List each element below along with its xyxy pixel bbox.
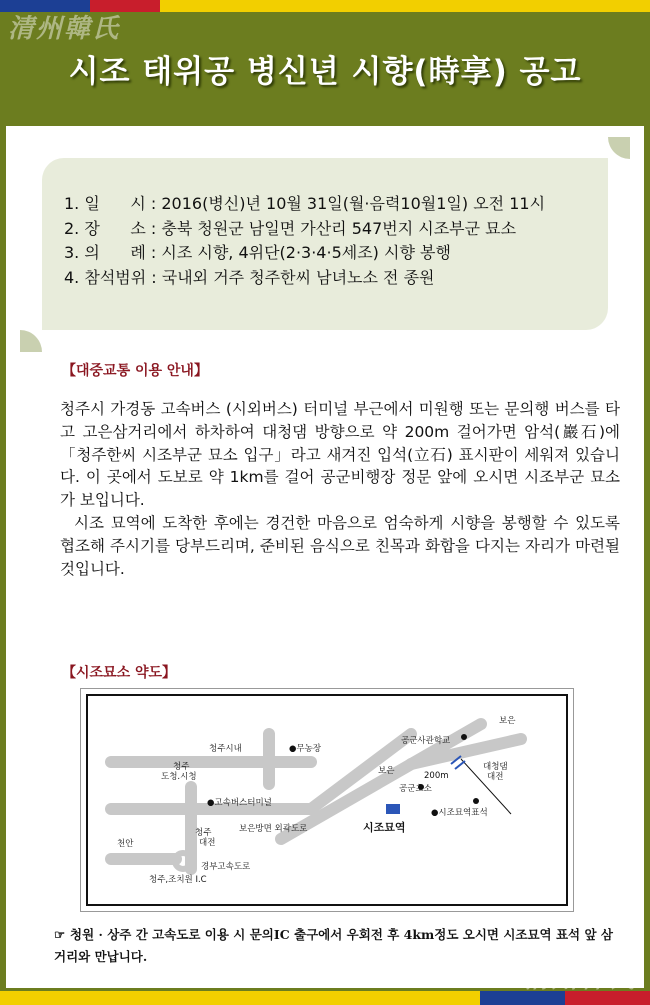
info-item-date: 1. 일 시 : 2016(병신)년 10월 31일(월·음력10월1일) 오전 11시 <box>64 194 546 213</box>
map-heading: 【시조묘소 약도】 <box>62 665 177 681</box>
info-list <box>64 192 545 290</box>
map-label-cheongju-city: 청주시내 <box>209 744 242 754</box>
map-label-cheonan: 천안 <box>117 839 134 849</box>
map-label-boeun-top: 보은 <box>499 716 516 726</box>
ic-loop <box>175 853 191 869</box>
map-label-distance: 200m <box>424 771 449 781</box>
watermark-top: 清州韓氏 <box>8 14 121 44</box>
pointing-hand-icon: ☞ <box>54 927 66 942</box>
tomb-marker <box>386 804 400 814</box>
watermark-bottom: 清州韓氏 <box>523 964 636 994</box>
transport-heading: 【대중교통 이용 안내】 <box>62 363 208 379</box>
map-label-gyeongbu: 경부고속도로 <box>201 862 251 872</box>
route-map-svg <box>81 689 573 911</box>
academy-marker <box>461 734 467 740</box>
tomb-sign-marker <box>473 798 479 804</box>
map-label-academy: 공군사관학교 <box>401 736 451 746</box>
map-label-terminal: ●고속버스터미널 <box>207 798 272 808</box>
map-label-tomb-sign: ●시조묘역표석 <box>431 808 488 818</box>
page-title: 시조 태위공 병신년 시향(時享) 공고 <box>68 54 582 90</box>
map-label-airforce: 공군초소 <box>399 784 432 794</box>
info-item-attendees: 4. 참석범위 : 국내외 거주 청주한씨 남녀노소 전 종원 <box>64 267 435 287</box>
info-item-ceremony: 3. 의 례 : 시조 시향, 4위단(2·3·4·5세조) 시향 봉행 <box>64 243 451 262</box>
info-item-place: 2. 장 소 : 충북 청원군 남일면 가산리 547번지 시조부군 묘소 <box>64 218 517 238</box>
transport-paragraph-1: 청주시 가경동 고속버스 (시외버스) 터미널 부근에서 미원행 또는 문의행 버스를 타고 고은삼거리에서 하차하여 대청댐 방향으로 약 200m 걸어가면 암석(巖石)에「청주한씨 시조부군 묘소 입구」라고 새겨진 입석(立石) 표시판이 세워져 있습니다. 이 곳에서 도보로 약 1km를 걸어 공군비행장 정문 앞에 오시면 시조부군 묘소가 보입니다. <box>60 400 620 510</box>
map-label-boeun-mid: 보은 <box>378 766 395 776</box>
transport-text <box>60 398 620 580</box>
map-label-tomb: 시조묘역 <box>363 821 406 834</box>
route-map <box>80 688 574 912</box>
map-label-bypass: 보은방면 외곽도로 <box>239 824 308 834</box>
map-label-cheongju-daejeon: 청주 대전 <box>195 828 216 848</box>
map-label-munongjang: ●무농장 <box>289 744 322 754</box>
map-label-dam: 대청댐 대전 <box>483 762 508 782</box>
map-label-cheongju-office: 청주 도청.시청 <box>161 762 197 782</box>
map-label-ic: 청주,조치원 I.C <box>149 875 207 885</box>
note-text: 청원 · 상주 간 고속도로 이용 시 문의IC 출구에서 우회전 후 4km정도 오시면 시조묘역 표석 앞 삼거리와 만납니다. <box>54 927 613 964</box>
transport-paragraph-2: 시조 묘역에 도착한 후에는 경건한 마음으로 엄숙하게 시향을 봉행할 수 있도록 협조해 주시기를 당부드리며, 준비된 음식으로 친목과 화합을 다지는 자리가 마련될 것입니다. <box>60 513 620 578</box>
